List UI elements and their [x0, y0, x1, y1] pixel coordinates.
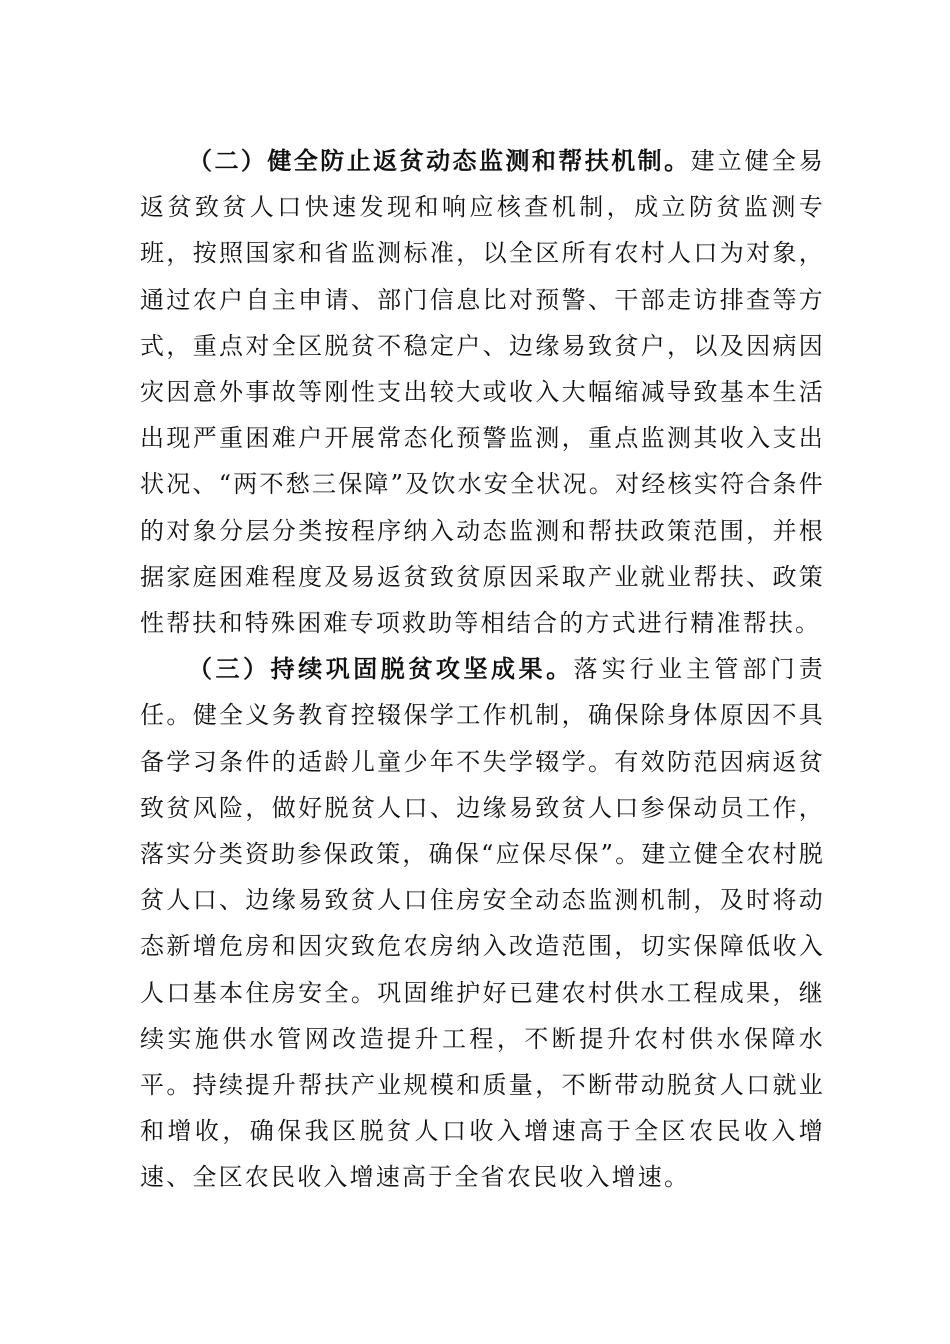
paragraph-consolidate-results: [140, 646, 825, 1200]
paragraph-text: 落实行业主管部门责任。健全义务教育控辍保学工作机制，确保除身体原因不具备学习条件的适龄儿童少年不失学辍学。有效防范因病返贫致贫风险，做好脱贫人口、边缘易致贫人口参保动员工作，落实分类资助参保政策，确保“应保尽保”。建立健全农村脱贫人口、边缘易致贫人口住房安全动态监测机制，及时将动态新增危房和因灾致危农房纳入改造范围，切实保障低收入人口基本住房安全。巩固维护好已建农村供水工程成果，继续实施供水管网改造提升工程，不断提升农村供水保障水平。持续提升帮扶产业规模和质量，不断带动脱贫人口就业和增收，确保我区脱贫人口收入增速高于全区农民收入增速、全区农民收入增速高于全省农民收入增速。: [140, 655, 825, 1192]
document-body: [140, 138, 825, 1201]
paragraph-heading: （二）健全防止返贫动态监测和帮扶机制。: [188, 147, 691, 175]
paragraph-heading: （三）持续巩固脱贫攻坚成果。: [188, 655, 574, 684]
paragraph-text: 建立健全易返贫致贫人口快速发现和响应核查机制，成立防贫监测专班，按照国家和省监测标准，以全区所有农村人口为对象，通过农户自主申请、部门信息比对预警、干部走访排查等方式，重点对全区脱贫不稳定户、边缘易致贫户，以及因病因灾因意外事故等刚性支出较大或收入大幅缩减导致基本生活出现严重困难户开展常态化预警监测，重点监测其收入支出状况、“两不愁三保障”及饮水安全状况。对经核实符合条件的对象分层分类按程序纳入动态监测和帮扶政策范围，并根据家庭困难程度及易返贫致贫原因采取产业就业帮扶、政策性帮扶和特殊困难专项救助等相结合的方式进行精准帮扶。: [140, 147, 826, 638]
paragraph-monitoring-mechanism: [140, 138, 825, 646]
